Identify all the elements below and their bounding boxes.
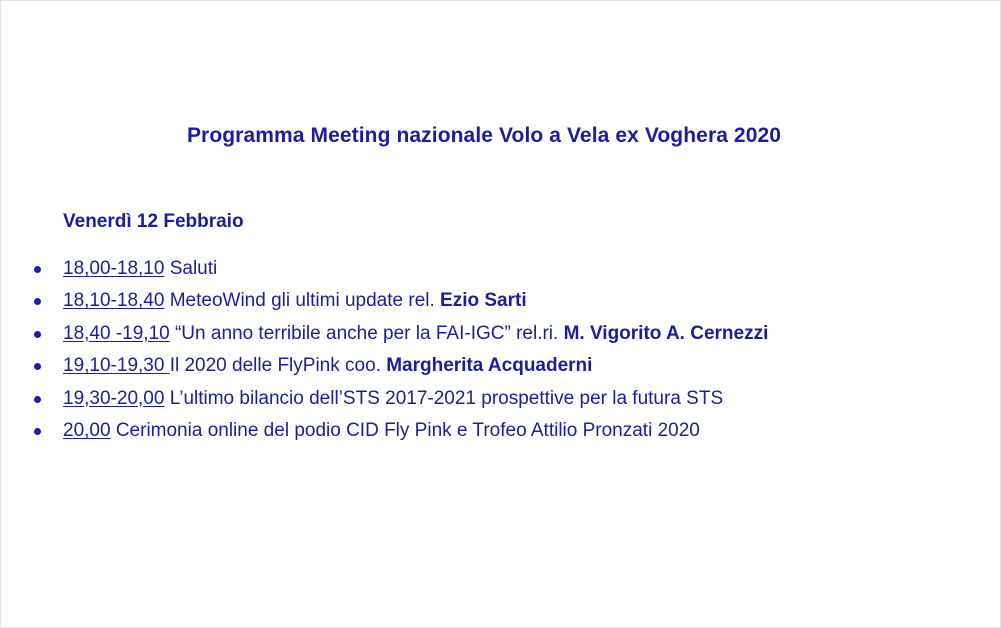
agenda-speaker: M. Vigorito A. Cernezzi [563,322,769,344]
agenda-speaker: Ezio Sarti [440,290,527,312]
day-heading: Venerdì 12 Febbraio [63,211,244,232]
agenda-text: MeteoWind gli ultimi update rel. [164,290,441,312]
agenda-time: 19,30-20,00 [63,387,165,409]
agenda-speaker: Margherita Acquaderni [386,355,593,377]
agenda-item [1,352,768,384]
agenda-item [1,320,768,352]
bullet-icon [34,266,41,273]
bullet-icon [34,428,41,435]
agenda-item [1,385,768,417]
agenda-text: Cerimonia online del podio CID Fly Pink e Trofeo Attilio Pronzati 2020 [110,419,700,441]
agenda-item [1,255,768,287]
agenda-item [1,417,768,449]
bullet-icon [34,363,41,370]
bullet-icon [34,298,41,305]
agenda-text: “Un anno terribile anche per la FAI-IGC” rel.ri. [169,322,564,344]
bullet-icon [34,396,41,403]
agenda-item [1,287,768,319]
agenda-list [1,255,768,449]
agenda-time: 20,00 [63,419,111,441]
agenda-text: Il 2020 delle FlyPink coo. [169,355,387,377]
agenda-time: 18,40 -19,10 [63,322,170,344]
document-title: Programma Meeting nazionale Volo a Vela ex Voghera 2020 [186,124,782,147]
agenda-text: L’ultimo bilancio dell’STS 2017-2021 prospettive per la futura STS [164,387,724,409]
agenda-text: Saluti [164,258,218,279]
agenda-time: 19,10-19,30 [63,355,170,377]
agenda-time: 18,10-18,40 [63,290,165,312]
agenda-time: 18,00-18,10 [63,258,165,279]
bullet-icon [34,331,41,338]
